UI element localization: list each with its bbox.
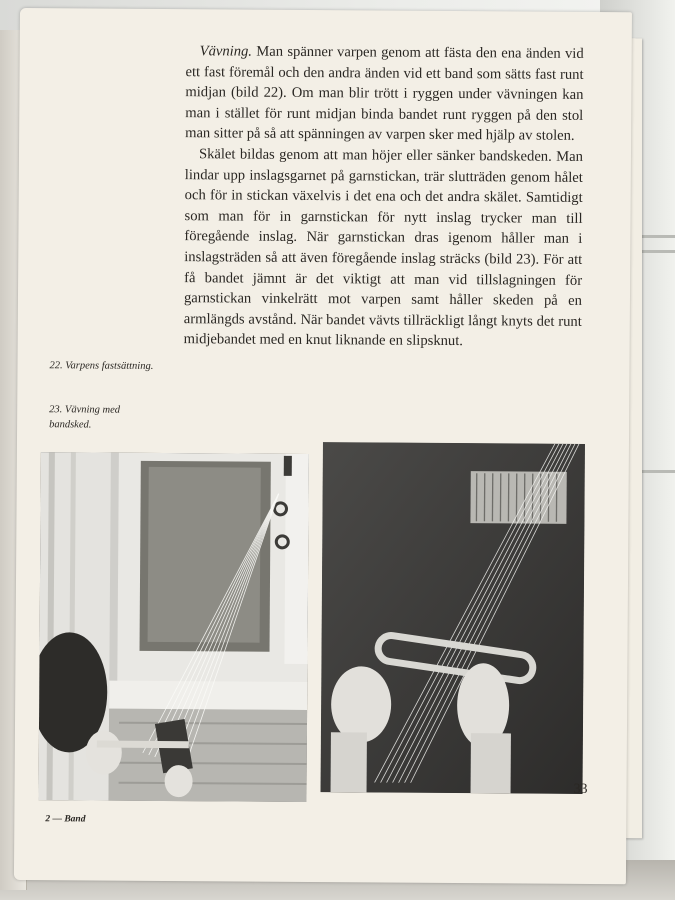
paragraph: Skälet bildas genom att man höjer eller sänker bandskeden. Man lindar upp inslagsgarnet på garnstickan, trär slutträden genom hålet och för in stickan växelvis i det ena och det andra skälet. Samtidigt som man för in garnstickan för nytt inslag trycker man till föregående inslag. När garnstickan dras igenom håller man i inslagsträden så att även föregående inslag sträcks (bild 23). För att få bandet jämnt är det viktigt att man vid tillslagningen för garnstickan vinkelrätt mot varpen samt håller skeden på en armlängds avstånd. När bandet vävts tillräckligt långt knyts det runt midjebandet med en knut liknande en slipsknut. — [183, 146, 584, 350]
caption-22: 22. Varpens fastsättning. — [49, 360, 154, 372]
body-text — [184, 41, 584, 353]
photo-warp-attachment-image — [38, 452, 308, 802]
photo-weaving-with-band-heddle-image — [321, 442, 585, 794]
book-page — [14, 8, 632, 884]
photo-warp-attachment — [38, 452, 308, 802]
page-number: 33 — [573, 781, 588, 797]
photo-weaving-with-band-heddle — [321, 442, 585, 794]
paragraph-text: Man spänner varpen genom att fästa den ena änden vid ett fast föremål och den andra änden vid ett band som sätts fast runt midjan (bild 22). Om man blir trött i ryggen under vävningen kan man i stället för runt midjan binda bandet runt ryggen på den stol man sitter på så att spänningen av varpen sker med hjälp av stolen. — [185, 43, 584, 145]
page-footer: 2 — Band — [45, 814, 86, 825]
caption-23: 23. Vävning med bandsked. — [49, 404, 121, 431]
paragraph — [185, 41, 584, 147]
lead-word: Vävning. — [199, 43, 253, 60]
